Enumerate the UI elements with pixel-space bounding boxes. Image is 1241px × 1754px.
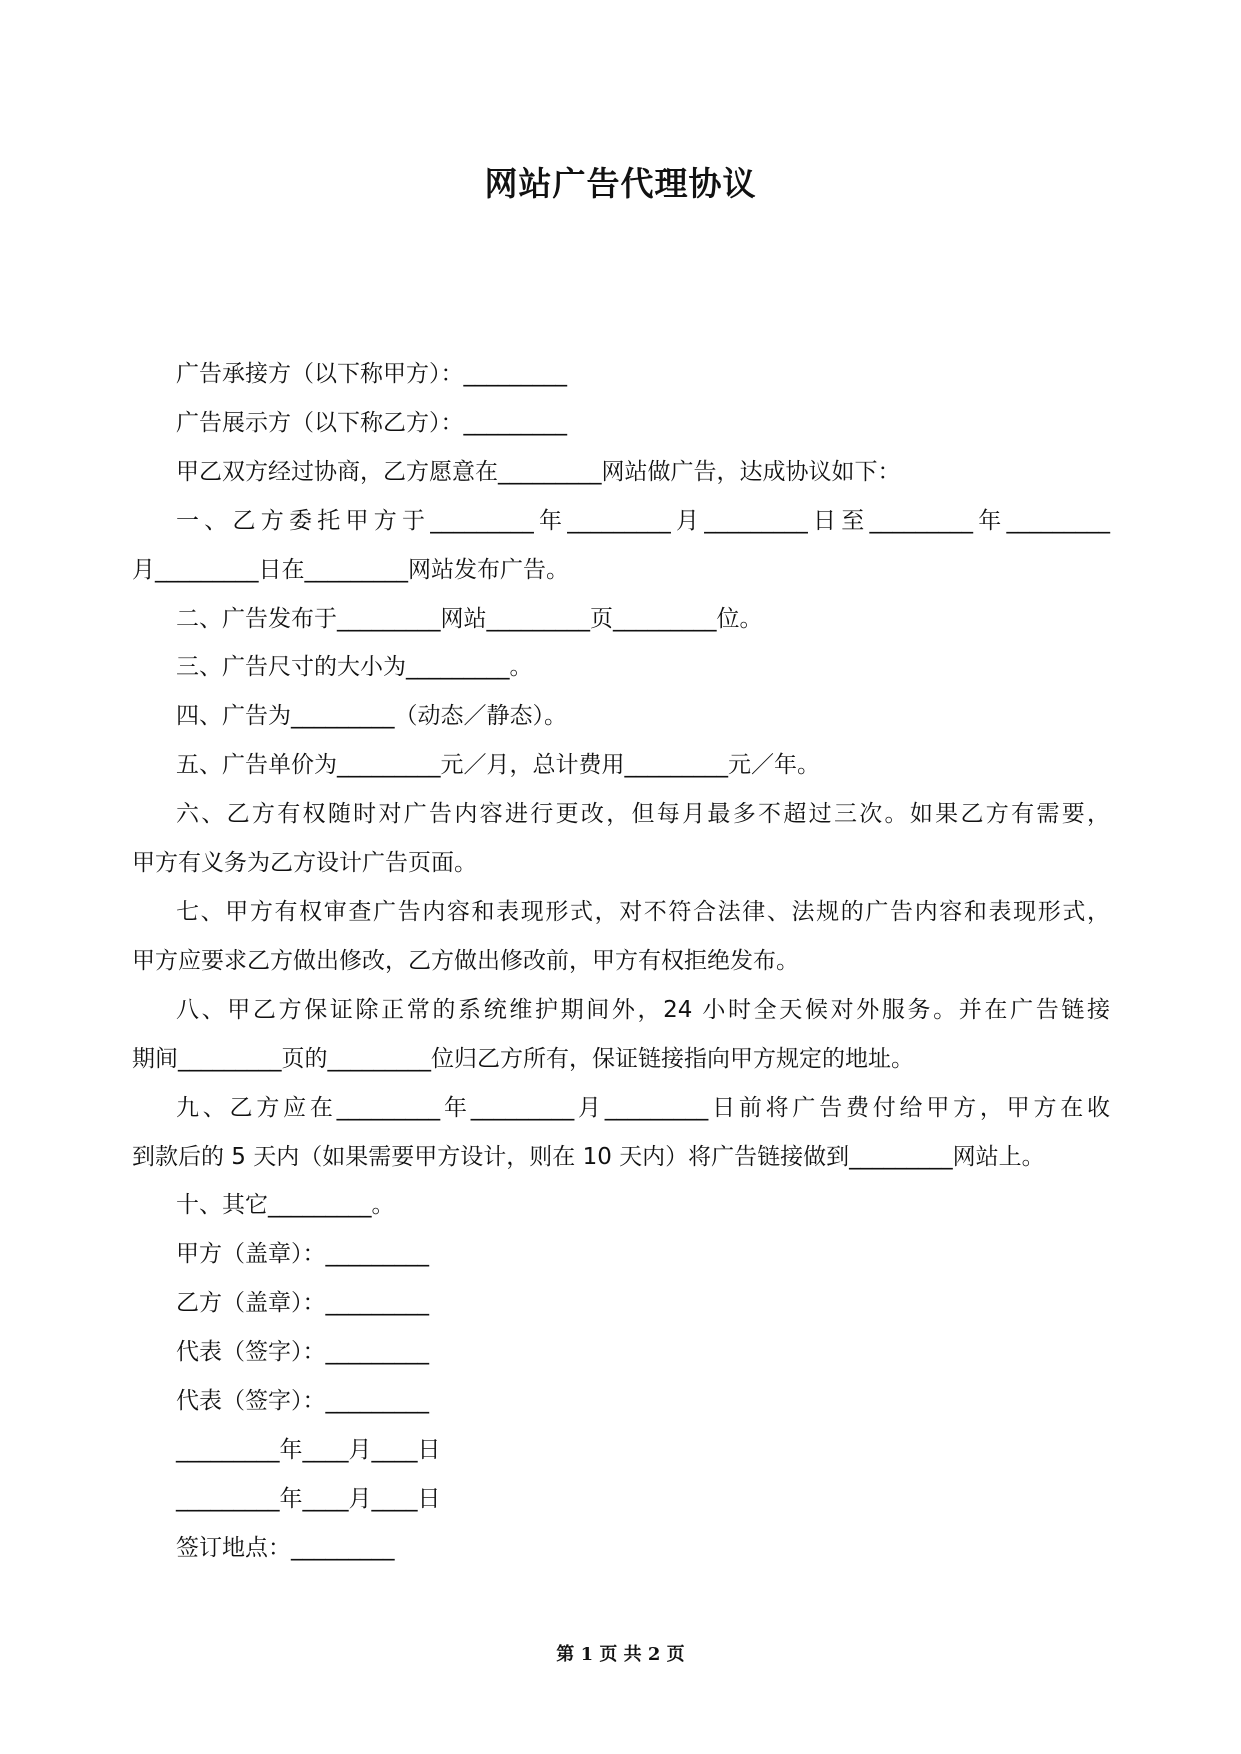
date-line-2: _________年____月____日 (176, 1485, 441, 1512)
clause-7-line-2: 甲方应要求乙方做出修改，乙方做出修改前，甲方有权拒绝发布。 (132, 947, 799, 974)
representative-signature-2: 代表（签字）：_________ (176, 1388, 429, 1415)
representative-signature-1: 代表（签字）：_________ (176, 1339, 429, 1366)
document-body (132, 350, 1110, 1573)
clause-9-line-1: 九、乙方应在_________年_________月_________日前将广告费付给甲方，甲方在收 (176, 1094, 1110, 1121)
clause-4: 四、广告为_________（动态／静态）。 (176, 703, 567, 730)
clause-8-line-2: 期间_________页的_________位归乙方所有，保证链接指向甲方规定的地址。 (132, 1045, 914, 1072)
clause-10: 十、其它_________。 (176, 1192, 395, 1219)
date-line-1: _________年____月____日 (176, 1436, 441, 1463)
clause-9-line-2: 到款后的 5 天内（如果需要甲方设计，则在 10 天内）将广告链接做到_________网站上。 (132, 1143, 1045, 1170)
clause-7-line-1: 七、甲方有权审查广告内容和表现形式，对不符合法律、法规的广告内容和表现形式， (176, 898, 1110, 925)
signing-location: 签订地点：_________ (176, 1534, 395, 1561)
party-b-seal: 乙方（盖章）：_________ (176, 1290, 429, 1317)
document-title: 网站广告代理协议 (484, 164, 757, 203)
intro-paragraph: 甲乙双方经过协商，乙方愿意在_________网站做广告，达成协议如下： (176, 458, 901, 485)
party-a-seal: 甲方（盖章）：_________ (176, 1241, 429, 1268)
party-a-line: 广告承接方（以下称甲方）：_________ (176, 361, 567, 387)
clause-1-line-1: 一、乙方委托甲方于_________年_________月_________日至_________年_________ (176, 507, 1110, 534)
clause-6-line-1: 六、乙方有权随时对广告内容进行更改，但每月最多不超过三次。如果乙方有需要， (176, 801, 1110, 828)
clause-1-line-2: 月_________日在_________网站发布广告。 (132, 556, 569, 583)
clause-3: 三、广告尺寸的大小为_________。 (176, 654, 533, 681)
page-number: 第 1 页 共 2 页 (556, 1644, 685, 1665)
clause-5: 五、广告单价为_________元／月，总计费用_________元／年。 (176, 752, 820, 779)
clause-8-line-1: 八、甲乙方保证除正常的系统维护期间外，24 小时全天候对外服务。并在广告链接 (176, 996, 1110, 1023)
clause-2: 二、广告发布于_________网站_________页_________位。 (176, 605, 763, 632)
party-b-line: 广告展示方（以下称乙方）：_________ (176, 409, 567, 436)
clause-6-line-2: 甲方有义务为乙方设计广告页面。 (132, 850, 477, 877)
